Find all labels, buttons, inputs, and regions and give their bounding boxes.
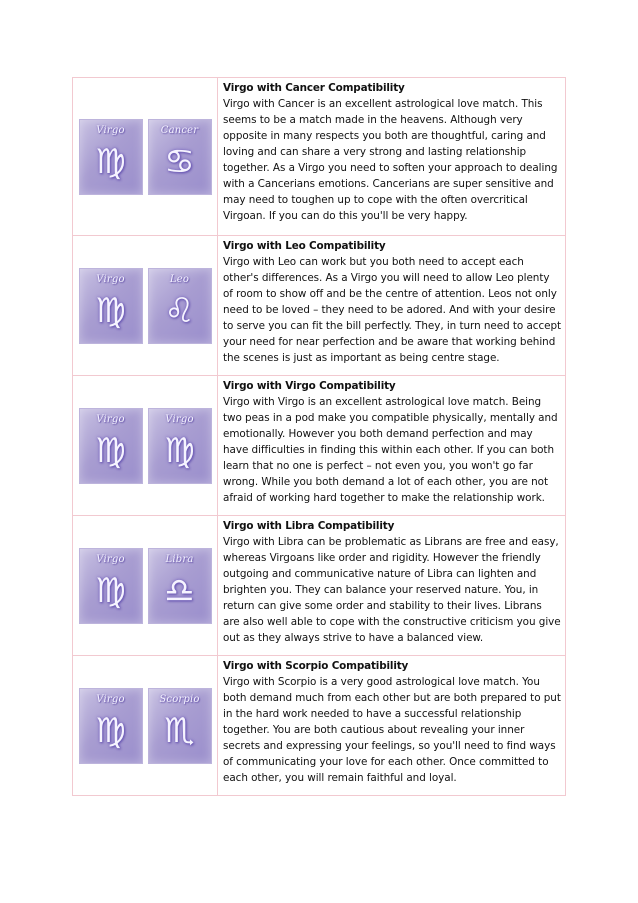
description-cell bbox=[218, 516, 566, 656]
sign-name: Virgo bbox=[96, 553, 125, 565]
sign-images-cell bbox=[73, 236, 218, 376]
sign-name: Virgo bbox=[96, 693, 125, 705]
sign-name: Leo bbox=[169, 273, 190, 285]
entry-title: Virgo with Virgo Compatibility bbox=[223, 380, 396, 392]
description-cell bbox=[218, 376, 566, 516]
cancer-icon bbox=[148, 119, 212, 195]
zodiac-glyph: ♏ bbox=[164, 710, 195, 751]
zodiac-glyph: ♍ bbox=[95, 290, 126, 331]
entry-body: Virgo with Cancer is an excellent astrological love match. This seems to be a match made in the heavens. Although very opposite in many respects you both are thoughtful, caring and loving and can share a very strong and lasting relationship together. As a Virgo you need to soften your approach to dealing with a Cancerians emotions. Cancerians are super sensitive and may need to toughen up to cope with the often overcritical Virgoan. If you can do this you'll be very happy. bbox=[223, 98, 558, 222]
table-row bbox=[73, 656, 566, 796]
zodiac-glyph: ♍ bbox=[95, 141, 126, 182]
table-row bbox=[73, 236, 566, 376]
virgo-icon bbox=[79, 548, 143, 624]
sign-name: Cancer bbox=[160, 124, 199, 136]
zodiac-glyph: ♍ bbox=[95, 570, 126, 611]
entry-title: Virgo with Cancer Compatibility bbox=[223, 82, 405, 94]
entry-title: Virgo with Scorpio Compatibility bbox=[223, 660, 409, 672]
description-cell bbox=[218, 78, 566, 236]
sign-name: Virgo bbox=[96, 413, 125, 425]
libra-icon bbox=[148, 548, 212, 624]
sign-name: Virgo bbox=[96, 273, 125, 285]
entry-title: Virgo with Libra Compatibility bbox=[223, 520, 395, 532]
sign-name: Scorpio bbox=[159, 693, 200, 705]
leo-icon bbox=[148, 268, 212, 344]
sign-name: Virgo bbox=[165, 413, 194, 425]
sign-name: Virgo bbox=[96, 124, 125, 136]
entry-body: Virgo with Scorpio is a very good astrological love match. You both demand much from each other but are both prepared to put in the hard work needed to have a successful relationship together. You are both cautious about revealing your inner secrets and expressing your feelings, so you'll need to find ways of communicating your love for each other. Once committed to each other, you will remain faithful and loyal. bbox=[223, 676, 561, 784]
virgo-icon bbox=[148, 408, 212, 484]
zodiac-glyph: ♍ bbox=[95, 430, 126, 471]
sign-images-cell bbox=[73, 656, 218, 796]
zodiac-glyph: ♌ bbox=[164, 290, 195, 331]
entry-body: Virgo with Libra can be problematic as Librans are free and easy, whereas Virgoans like order and rigidity. However the friendly outgoing and communicative nature of Libra can lighten and brighten you. They can balance your reserved nature. You, in return can give some order and stability to their lives. Librans are also well able to cope with the constructive criticism you give out as they always strive to have a balanced view. bbox=[223, 536, 561, 644]
scorpio-icon bbox=[148, 688, 212, 764]
zodiac-glyph: ♎ bbox=[164, 570, 195, 611]
sign-images-cell bbox=[73, 78, 218, 236]
zodiac-glyph: ♍ bbox=[95, 710, 126, 751]
entry-body: Virgo with Virgo is an excellent astrological love match. Being two peas in a pod make you compatible physically, mentally and emotionally. However you both demand perfection and may have difficulties in finding this within each other. If you can both learn that no one is perfect – not even you, you won't go far wrong. While you both demand a lot of each other, you are not afraid of working hard together to make the relationship work. bbox=[223, 396, 558, 504]
table-row bbox=[73, 516, 566, 656]
sign-images-cell bbox=[73, 516, 218, 656]
virgo-icon bbox=[79, 688, 143, 764]
entry-body: Virgo with Leo can work but you both need to accept each other's differences. As a Virgo you will need to allow Leo plenty of room to show off and be the centre of attention. Leos not only need to be loved – they need to be adored. And with your desire to serve you can fit the bill perfectly. They, in turn need to accept your need for near perfection and be aware that working behind the scenes is just as important as being centre stage. bbox=[223, 256, 562, 364]
description-cell bbox=[218, 236, 566, 376]
table-row bbox=[73, 78, 566, 236]
description-cell bbox=[218, 656, 566, 796]
sign-name: Libra bbox=[165, 553, 194, 565]
virgo-icon bbox=[79, 119, 143, 195]
zodiac-glyph: ♍ bbox=[164, 430, 195, 471]
compatibility-table bbox=[72, 77, 566, 796]
entry-title: Virgo with Leo Compatibility bbox=[223, 240, 386, 252]
virgo-icon bbox=[79, 408, 143, 484]
zodiac-glyph: ♋ bbox=[164, 141, 195, 182]
virgo-icon bbox=[79, 268, 143, 344]
sign-images-cell bbox=[73, 376, 218, 516]
table-row bbox=[73, 376, 566, 516]
